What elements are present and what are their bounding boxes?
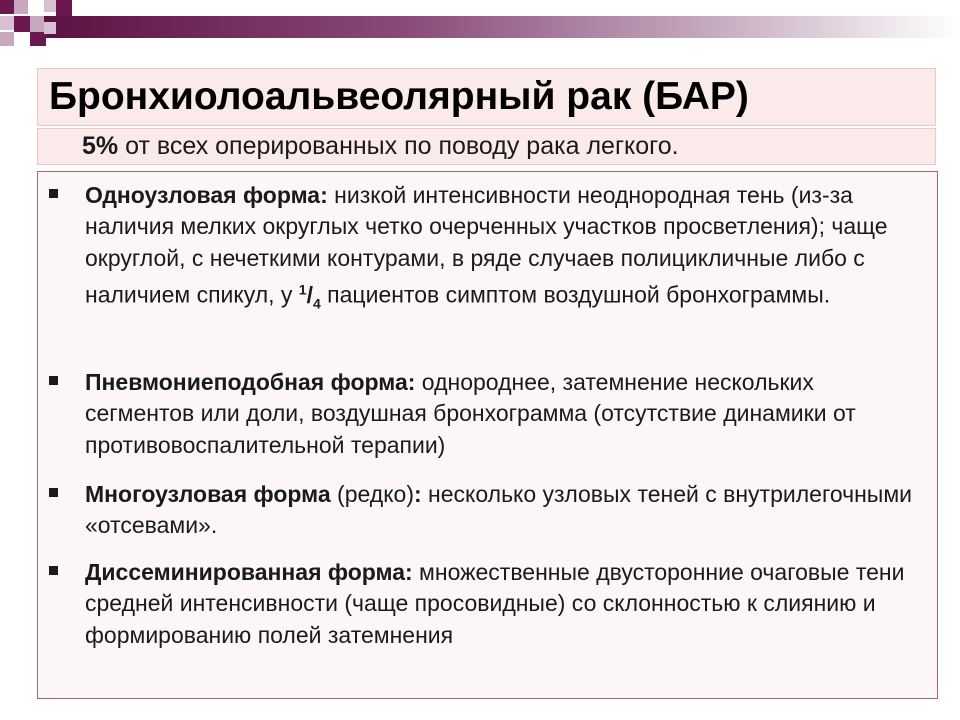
deco-square [56,0,72,16]
deco-square [0,16,14,30]
page-title: Бронхиолоальвеолярный рак (БАР) [49,75,749,118]
fraction-numerator: 1 [298,280,307,297]
bullet-icon [49,376,58,385]
item-term: Диссеминированная форма: [85,559,413,585]
list-item-disseminated [85,557,915,651]
fraction-denominator: 4 [312,295,321,312]
deco-square [0,32,14,46]
item-term: Многоузловая форма [85,481,331,507]
item-text: однороднее, затемнение нескольких сегментов или доли, воздушная бронхограмма (отсутствие динамики от противовоспалительной терапии) [85,369,856,458]
list-item-single-node [85,180,915,319]
header-gradient-bar [36,16,960,38]
item-paren: (редко) [330,481,414,507]
bullet-icon [49,488,58,497]
deco-square [44,22,56,34]
bullet-icon [49,566,58,575]
item-text: множественные двусторонние очаговые тени средней интенсивности (чаще просовидные) со склонностью к слиянию и формированию полей затемнения [85,559,905,648]
list-item-pneumonia-like [85,367,915,461]
subtitle [82,131,679,162]
item-term: Одноузловая форма: [85,182,328,208]
item-text: пациентов симптом воздушной бронхограммы. [320,281,831,308]
deco-square [0,0,14,14]
subtitle-percent: 5% [82,132,119,160]
item-term: Пневмониеподобная форма: [85,369,416,395]
deco-square [30,16,44,32]
deco-square [30,32,46,46]
deco-square [14,16,30,32]
deco-square [14,0,28,14]
item-text: несколько узловых теней с внутрилегочными «отсевами». [85,481,912,539]
bullet-icon [49,189,58,198]
fraction-slash: / [306,281,313,308]
fraction [298,280,321,312]
deco-square [44,0,56,12]
item-text: низкой интенсивности неоднородная тень (из-за наличия мелких округлых четко очерченных участков просветления); чаще округлой, с нечеткими контурами, в ряде случаев полицикличные либо с наличием спикул, у [85,182,888,308]
item-colon: : [413,481,422,507]
list-item-multi-node [85,479,915,542]
subtitle-text: от всех оперированных по поводу рака легкого. [118,132,679,160]
